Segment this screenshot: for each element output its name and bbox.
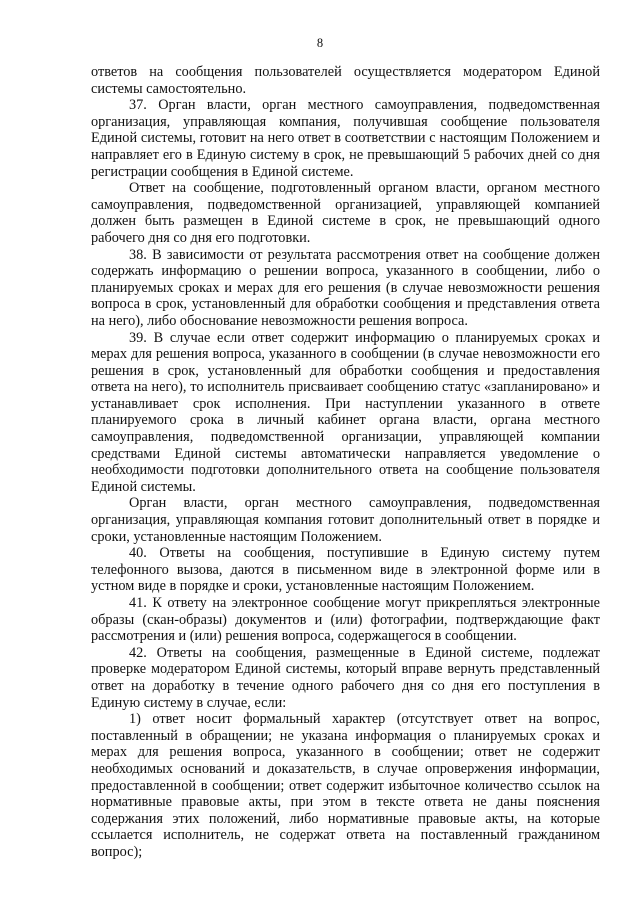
paragraph-38: 38. В зависимости от результата рассмотрения ответ на сообщение должен содержать информацию о решении вопроса, указанного в сообщении, либо о планируемых сроках и мерах для его решения (в случае невозможности решения вопроса в срок, установленный для обработки сообщения и представления ответа на него), либо обоснование невозможности решения вопроса. [91,246,600,329]
paragraph-41: 41. К ответу на электронное сообщение могут прикрепляться электронные образы (скан-образы) документов и (или) фотографии, подтверждающие факт рассмотрения и (или) решения вопроса, содержащегося в сообщении. [91,595,600,645]
paragraph-42: 42. Ответы на сообщения, размещенные в Единой системе, подлежат проверке модератором Единой системы, который вправе вернуть представленный ответ на доработку в течение одного рабочего дня со дня его поступления в Единую систему в случае, если: [91,644,600,711]
paragraph-40: 40. Ответы на сообщения, поступившие в Единую систему путем телефонного вызова, даются в письменном виде в электронной форме или в устном виде в порядке и сроки, установленные настоящим Положением. [91,545,600,595]
paragraph-39-part-2: Орган власти, орган местного самоуправления, подведомственная организация, управляющая компания готовит дополнительный ответ в порядке и сроки, установленные настоящим Положением. [91,495,600,545]
document-body [91,64,600,861]
paragraph-37: 37. Орган власти, орган местного самоуправления, подведомственная организация, управляющая компания, получившая сообщение пользователя Единой системы, готовит на него ответ в соответствии с настоящим Положением и направляет его в Единую систему в срок, не превышающий 5 рабочих дней со дня регистрации сообщения в Единой системе. [91,97,600,180]
paragraph-continuation: ответов на сообщения пользователей осуществляется модератором Единой системы самостоятельно. [91,64,600,97]
paragraph-37-part-2: Ответ на сообщение, подготовленный органом власти, органом местного самоуправления, подведомственной организацией, управляющей компанией должен быть размещен в Единой системе в срок, не превышающий одного рабочего дня со дня его подготовки. [91,180,600,246]
page-number: 8 [316,36,324,50]
paragraph-42-item-1: 1) ответ носит формальный характер (отсутствует ответ на вопрос, поставленный в обращении; не указана информация о планируемых сроках и мерах для решения вопроса, указанного в сообщении; ответ не содержит необходимых оснований и доказательств, в случае опровержения информации, предоставленной в сообщении; ответ содержит избыточное количество ссылок на нормативные правовые акты, при этом в тексте ответа не даны пояснения содержания этих положений, либо нормативные правовые акты, на которые ссылается исполнитель, не содержат ответа на поставленный гражданином вопрос); [91,711,600,860]
paragraph-39: 39. В случае если ответ содержит информацию о планируемых сроках и мерах для решения вопроса, указанного в сообщении (в случае невозможности его решения в срок, установленный для обработки сообщения и предоставления ответа на него), то исполнитель присваивает сообщению статус «запланировано» и устанавливает срок исполнения. При наступлении указанного в ответе планируемого срока в личный кабинет органа власти, органа местного самоуправления, подведомственной организации, управляющей компании средствами Единой системы автоматически направляется уведомление о необходимости подготовки дополнительного ответа на сообщение пользователя Единой системы. [91,329,600,495]
